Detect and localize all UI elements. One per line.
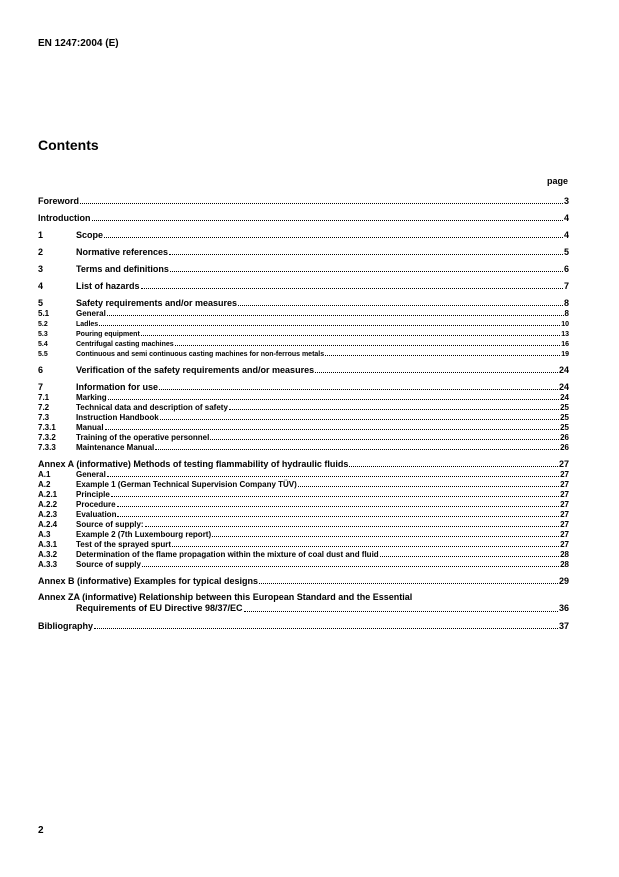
toc-entry[interactable] xyxy=(38,432,569,442)
toc-entry-number: 7 xyxy=(38,382,44,392)
dot-leader xyxy=(159,389,558,390)
toc-entry-page: 19 xyxy=(561,351,569,358)
toc-entry-title: Foreword xyxy=(38,196,80,206)
table-of-contents xyxy=(38,195,569,631)
dot-leader xyxy=(80,203,563,204)
toc-entry-number: A.2 xyxy=(38,480,51,489)
toc-entry-number: 7.3 xyxy=(38,413,50,422)
toc-entry-page: 13 xyxy=(561,331,569,338)
toc-entry-page: 25 xyxy=(560,403,569,412)
toc-entry[interactable] xyxy=(38,308,569,318)
toc-entry-title: Introduction xyxy=(38,213,91,223)
toc-entry-number: 5.5 xyxy=(38,351,48,358)
toc-entry-title: Test of the sprayed spurt xyxy=(76,540,171,549)
toc-entry-title: Source of supply xyxy=(76,560,141,569)
toc-entry-title: Maintenance Manual xyxy=(76,443,155,452)
dot-leader xyxy=(107,476,559,477)
toc-entry-page: 24 xyxy=(558,365,569,375)
toc-entry-number: A.3 xyxy=(38,530,51,539)
toc-entry-page: 10 xyxy=(561,321,569,328)
dot-leader xyxy=(105,429,560,430)
dot-leader xyxy=(315,372,558,373)
toc-entry-title: Evaluation xyxy=(76,510,117,519)
toc-entry[interactable] xyxy=(38,575,569,586)
dot-leader xyxy=(92,220,563,221)
toc-entry[interactable] xyxy=(38,458,569,469)
page-column-label: page xyxy=(546,176,568,186)
toc-entry-page: 26 xyxy=(560,443,569,452)
toc-entry-number: 7.3.1 xyxy=(38,423,56,432)
toc-entry[interactable] xyxy=(38,348,569,358)
toc-entry[interactable] xyxy=(38,479,569,489)
dot-leader xyxy=(175,345,561,346)
toc-entry-title: Marking xyxy=(76,393,107,402)
dot-leader xyxy=(99,325,560,326)
dot-leader xyxy=(172,546,559,547)
toc-entry-title: Example 2 (7th Luxembourg report) xyxy=(76,530,212,539)
dot-leader xyxy=(238,305,563,306)
toc-entry-page: 25 xyxy=(560,423,569,432)
toc-entry-title: Bibliography xyxy=(38,621,94,631)
toc-entry-number: 5.1 xyxy=(38,309,50,318)
dot-leader xyxy=(107,315,564,316)
toc-entry-title: Ladles xyxy=(76,321,99,328)
toc-entry-page: 27 xyxy=(560,540,569,549)
toc-entry-number: 5.2 xyxy=(38,321,48,328)
dot-leader xyxy=(145,526,560,527)
toc-entry-number: A.3.3 xyxy=(38,560,58,569)
toc-entry-number: 7.3.2 xyxy=(38,433,56,442)
toc-entry[interactable] xyxy=(38,499,569,509)
dot-leader xyxy=(108,399,559,400)
toc-entry-page: 27 xyxy=(560,530,569,539)
dot-leader xyxy=(155,449,559,450)
toc-entry-number: 7.2 xyxy=(38,403,50,412)
toc-entry[interactable] xyxy=(38,195,569,206)
dot-leader xyxy=(380,556,559,557)
toc-entry[interactable] xyxy=(38,422,569,432)
toc-entry-title-continued: Requirements of EU Directive 98/37/EC xyxy=(76,603,243,613)
toc-entry[interactable] xyxy=(38,489,569,499)
toc-entry-number: 4 xyxy=(38,281,44,291)
dot-leader xyxy=(117,516,559,517)
toc-entry-number: A.2.2 xyxy=(38,500,58,509)
toc-entry-page: 27 xyxy=(560,490,569,499)
toc-entry[interactable] xyxy=(38,328,569,338)
toc-entry-page: 25 xyxy=(560,413,569,422)
toc-entry[interactable] xyxy=(38,442,569,452)
toc-entry-number: 5.3 xyxy=(38,331,48,338)
toc-entry-title: Annex ZA (informative) Relationship between this European Standard and the Essential xyxy=(38,592,413,602)
toc-entry-number: A.3.1 xyxy=(38,540,58,549)
toc-entry-title: Example 1 (German Technical Supervision Company TÜV) xyxy=(76,480,297,489)
dot-leader xyxy=(117,506,560,507)
toc-entry-number: 5.4 xyxy=(38,341,48,348)
dot-leader xyxy=(349,466,558,467)
toc-entry-page: 29 xyxy=(558,576,569,586)
toc-entry-page: 27 xyxy=(560,500,569,509)
toc-entry-title: Procedure xyxy=(76,500,116,509)
toc-entry-page: 24 xyxy=(558,382,569,392)
toc-entry-number: 7.3.3 xyxy=(38,443,56,452)
toc-entry-page: 27 xyxy=(560,470,569,479)
dot-leader xyxy=(259,583,558,584)
toc-entry[interactable] xyxy=(38,263,569,274)
dot-leader xyxy=(229,409,559,410)
document-header: EN 1247:2004 (E) xyxy=(38,38,119,49)
dot-leader xyxy=(142,566,559,567)
toc-entry-title: Pouring equipment xyxy=(76,331,140,338)
toc-entry[interactable] xyxy=(38,381,569,392)
dot-leader xyxy=(160,419,559,420)
dot-leader xyxy=(94,628,558,629)
dot-leader xyxy=(244,611,558,612)
toc-entry-page: 27 xyxy=(560,520,569,529)
contents-title: Contents xyxy=(38,137,99,153)
toc-entry-title: Annex B (informative) Examples for typical designs xyxy=(38,576,259,586)
toc-entry-title: Scope xyxy=(76,230,104,240)
toc-entry-title: Instruction Handbook xyxy=(76,413,159,422)
dot-leader xyxy=(325,355,560,356)
page-number: 2 xyxy=(38,825,44,836)
toc-entry-number: A.1 xyxy=(38,470,51,479)
toc-entry[interactable] xyxy=(38,280,569,291)
toc-entry-page: 24 xyxy=(560,393,569,402)
toc-entry-page: 27 xyxy=(558,459,569,469)
toc-entry-page: 4 xyxy=(563,230,569,240)
dot-leader xyxy=(170,271,563,272)
toc-entry[interactable] xyxy=(38,412,569,422)
dot-leader xyxy=(111,496,559,497)
toc-entry-number: 6 xyxy=(38,365,44,375)
toc-entry-number: A.2.1 xyxy=(38,490,58,499)
toc-entry-title: Safety requirements and/or measures xyxy=(76,298,238,308)
toc-entry-page: 27 xyxy=(560,480,569,489)
toc-entry-number: 7.1 xyxy=(38,393,50,402)
toc-entry[interactable] xyxy=(38,509,569,519)
toc-entry-title: Principle xyxy=(76,490,110,499)
toc-entry-page: 26 xyxy=(560,433,569,442)
toc-entry[interactable] xyxy=(38,402,569,412)
toc-entry-page: 3 xyxy=(563,196,569,206)
toc-entry-page: 16 xyxy=(561,341,569,348)
toc-entry-page: 28 xyxy=(560,550,569,559)
dot-leader xyxy=(298,486,559,487)
toc-entry[interactable] xyxy=(38,469,569,479)
toc-entry-title: Annex A (informative) Methods of testing flammability of hydraulic fluids xyxy=(38,459,349,469)
toc-entry-number: 1 xyxy=(38,230,44,240)
toc-entry-page: 5 xyxy=(563,247,569,257)
toc-entry-title: Technical data and description of safety xyxy=(76,403,228,412)
toc-entry[interactable] xyxy=(38,539,569,549)
dot-leader xyxy=(141,335,560,336)
toc-entry-page: 4 xyxy=(563,213,569,223)
toc-entries xyxy=(38,195,569,586)
toc-entry-page: 6 xyxy=(563,264,569,274)
toc-entry-title: Training of the operative personnel xyxy=(76,433,210,442)
dot-leader xyxy=(141,288,563,289)
toc-entry-page: 37 xyxy=(558,621,569,631)
toc-entry-page: 7 xyxy=(563,281,569,291)
toc-entry[interactable] xyxy=(38,297,569,308)
toc-entry-number: A.3.2 xyxy=(38,550,58,559)
toc-entry-number: A.2.3 xyxy=(38,510,58,519)
toc-entry-title: List of hazards xyxy=(76,281,140,291)
toc-entry-number: 5 xyxy=(38,298,44,308)
toc-entry[interactable] xyxy=(38,364,569,375)
toc-entry-title: Centrifugal casting machines xyxy=(76,341,174,348)
toc-entry[interactable] xyxy=(38,212,569,223)
toc-entry-page: 8 xyxy=(564,309,569,318)
toc-entry[interactable] xyxy=(38,519,569,529)
toc-entry-title: Normative references xyxy=(76,247,169,257)
toc-entry-page: 8 xyxy=(563,298,569,308)
toc-entry[interactable] xyxy=(38,338,569,348)
toc-entry-title: General xyxy=(76,309,106,318)
toc-entry-title: Verification of the safety requirements and/or measures xyxy=(76,365,315,375)
toc-entry-number: 3 xyxy=(38,264,44,274)
toc-entry-annex-za[interactable] xyxy=(38,592,569,614)
dot-leader xyxy=(212,536,559,537)
toc-entry-page: 27 xyxy=(560,510,569,519)
toc-entry[interactable] xyxy=(38,559,569,569)
toc-entry[interactable] xyxy=(38,392,569,402)
toc-entry-title: General xyxy=(76,470,106,479)
toc-entry-title: Manual xyxy=(76,423,104,432)
toc-entry[interactable] xyxy=(38,529,569,539)
toc-entry-title: Source of supply: xyxy=(76,520,144,529)
dot-leader xyxy=(210,439,559,440)
toc-entry-page: 28 xyxy=(560,560,569,569)
toc-entry-number: A.2.4 xyxy=(38,520,58,529)
toc-entry-page: 36 xyxy=(558,603,569,613)
toc-entry-title: Continuous and semi continuous casting machines for non-ferrous metals xyxy=(76,351,325,358)
toc-entry[interactable] xyxy=(38,246,569,257)
toc-entry-number: 2 xyxy=(38,247,44,257)
toc-entry[interactable] xyxy=(38,549,569,559)
toc-entry[interactable] xyxy=(38,229,569,240)
toc-entry-title: Information for use xyxy=(76,382,159,392)
toc-entry-title: Determination of the flame propagation within the mixture of coal dust and fluid xyxy=(76,550,379,559)
dot-leader xyxy=(104,237,563,238)
toc-entry[interactable] xyxy=(38,318,569,328)
toc-entry-bibliography[interactable] xyxy=(38,620,569,631)
dot-leader xyxy=(169,254,563,255)
toc-entry-title: Terms and definitions xyxy=(76,264,169,274)
